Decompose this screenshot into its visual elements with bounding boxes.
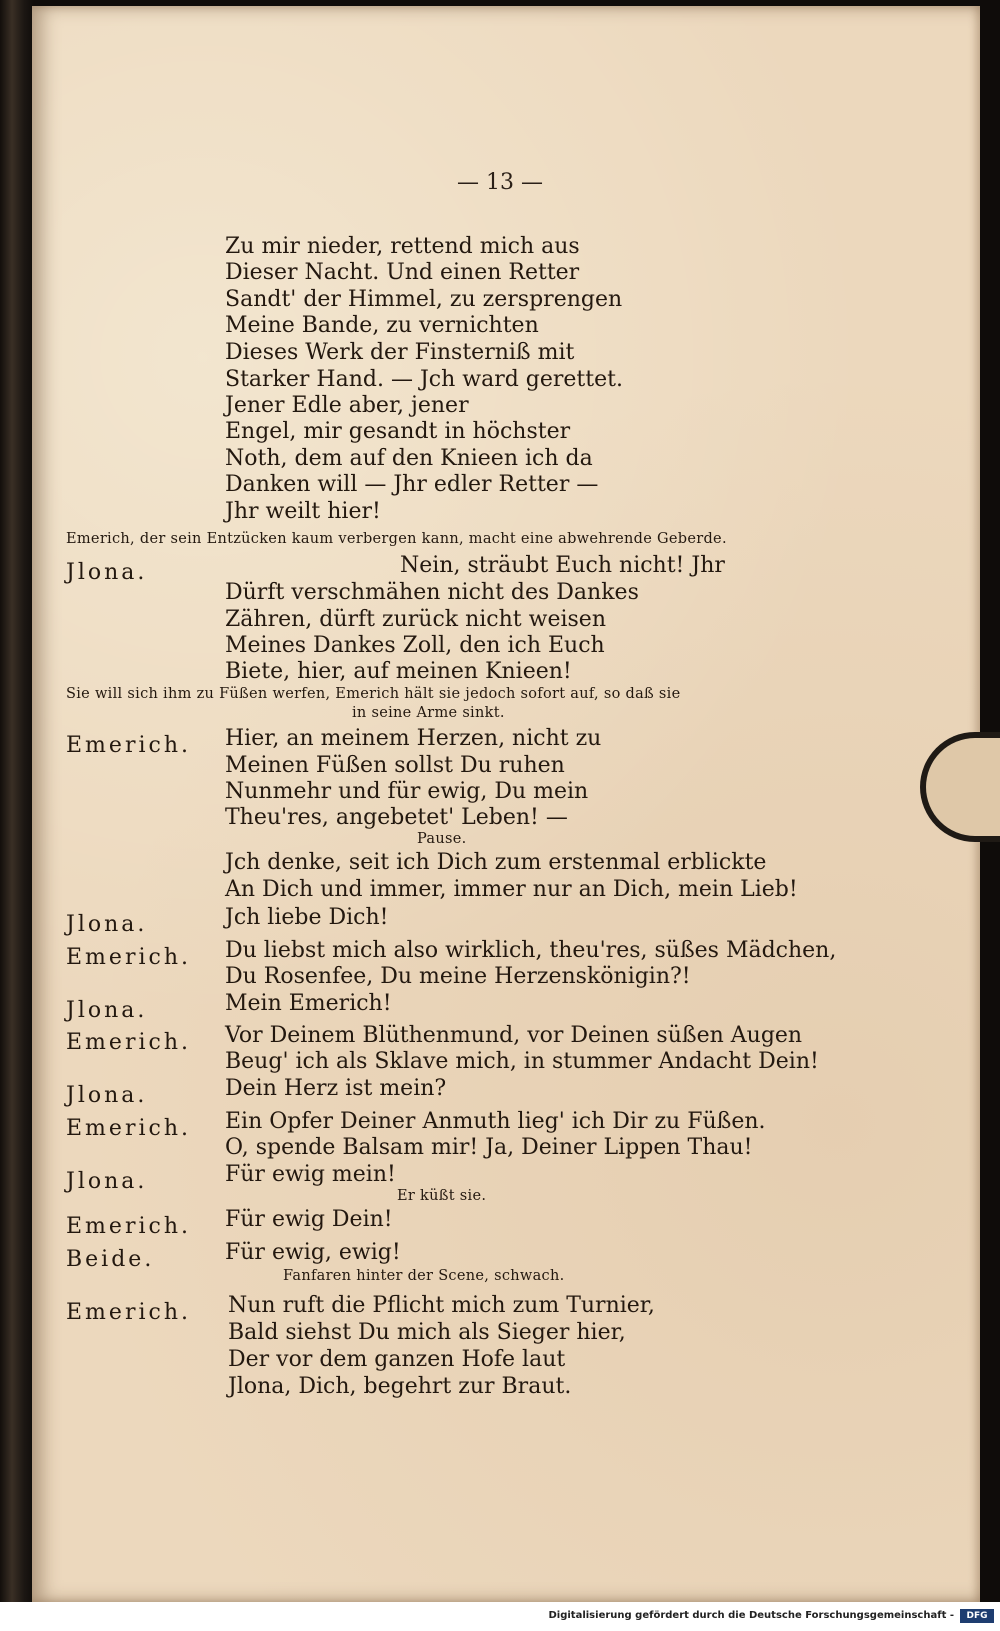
- verse-line: Für ewig Dein!: [225, 1207, 393, 1232]
- verse-line: Sandt' der Himmel, zu zersprengen: [225, 287, 623, 312]
- verse-line: Jhr weilt hier!: [225, 499, 381, 524]
- verse-line: Jch liebe Dich!: [225, 905, 389, 930]
- verse-line: Für ewig, ewig!: [225, 1240, 401, 1265]
- verse-line: Ein Opfer Deiner Anmuth lieg' ich Dir zu Füßen.: [225, 1109, 766, 1134]
- speaker-name: Jlona.: [66, 560, 148, 585]
- verse-line: Bald siehst Du mich als Sieger hier,: [228, 1320, 626, 1345]
- stage-direction: Emerich, der sein Entzücken kaum verbergen kann, macht eine abwehrende Geberde.: [66, 531, 727, 547]
- stage-direction: Er küßt sie.: [397, 1188, 487, 1204]
- stage-direction: Fanfaren hinter der Scene, schwach.: [283, 1268, 565, 1284]
- verse-line: Hier, an meinem Herzen, nicht zu: [225, 726, 602, 751]
- verse-line: Meinen Füßen sollst Du ruhen: [225, 753, 565, 778]
- verse-line: Jlona, Dich, begehrt zur Braut.: [228, 1374, 572, 1399]
- speaker-name: Jlona.: [66, 1083, 148, 1108]
- verse-line: Nein, sträubt Euch nicht! Jhr: [400, 553, 725, 578]
- verse-line: Dürft verschmähen nicht des Dankes: [225, 580, 639, 605]
- speaker-name: Jlona.: [66, 998, 148, 1023]
- speaker-name: Emerich.: [66, 945, 191, 970]
- speaker-name: Emerich.: [66, 1030, 191, 1055]
- verse-line: Nun ruft die Pflicht mich zum Turnier,: [228, 1293, 655, 1318]
- verse-line: Beug' ich als Sklave mich, in stummer Andacht Dein!: [225, 1049, 819, 1074]
- stage-direction: Pause.: [417, 831, 467, 847]
- verse-line: Vor Deinem Blüthenmund, vor Deinen süßen Augen: [225, 1023, 803, 1048]
- verse-line: Theu'res, angebetet' Leben! —: [225, 805, 568, 830]
- verse-line: Mein Emerich!: [225, 991, 392, 1016]
- verse-line: Jch denke, seit ich Dich zum erstenmal erblickte: [225, 850, 767, 875]
- funding-credit: Digitalisierung gefördert durch die Deutsche Forschungsgemeinschaft -: [548, 1610, 954, 1621]
- footer-bar: [0, 1602, 1000, 1631]
- verse-line: Meines Dankes Zoll, den ich Euch: [225, 633, 605, 658]
- verse-line: Meine Bande, zu vernichten: [225, 313, 539, 338]
- verse-line: O, spende Balsam mir! Ja, Deiner Lippen Thau!: [225, 1135, 753, 1160]
- stage-direction: Sie will sich ihm zu Füßen werfen, Emerich hält sie jedoch sofort auf, so daß sie: [66, 686, 681, 702]
- verse-line: Der vor dem ganzen Hofe laut: [228, 1347, 566, 1372]
- page-number: — 13 —: [457, 170, 543, 195]
- verse-line: Du Rosenfee, Du meine Herzenskönigin?!: [225, 964, 691, 989]
- verse-line: Dein Herz ist mein?: [225, 1076, 447, 1101]
- verse-line: Du liebst mich also wirklich, theu'res, süßes Mädchen,: [225, 938, 837, 963]
- verse-line: Engel, mir gesandt in höchster: [225, 419, 571, 444]
- verse-line: Zähren, dürft zurück nicht weisen: [225, 607, 606, 632]
- speaker-name: Emerich.: [66, 1214, 191, 1239]
- speaker-name: Beide.: [66, 1247, 155, 1272]
- verse-line: Starker Hand. — Jch ward gerettet.: [225, 367, 623, 392]
- verse-line: An Dich und immer, immer nur an Dich, mein Lieb!: [225, 877, 798, 902]
- speaker-name: Jlona.: [66, 1169, 148, 1194]
- verse-line: Dieses Werk der Finsterniß mit: [225, 340, 575, 365]
- verse-line: Biete, hier, auf meinen Knieen!: [225, 659, 572, 684]
- verse-line: Jener Edle aber, jener: [225, 393, 469, 418]
- speaker-name: Emerich.: [66, 1116, 191, 1141]
- speaker-name: Emerich.: [66, 733, 191, 758]
- verse-line: Dieser Nacht. Und einen Retter: [225, 260, 580, 285]
- verse-line: Nunmehr und für ewig, Du mein: [225, 779, 589, 804]
- verse-line: Für ewig mein!: [225, 1162, 396, 1187]
- verse-line: Danken will — Jhr edler Retter —: [225, 472, 599, 497]
- verse-line: Zu mir nieder, rettend mich aus: [225, 234, 580, 259]
- dfg-logo: DFG: [960, 1609, 994, 1623]
- speaker-name: Emerich.: [66, 1300, 191, 1325]
- stage-direction: in seine Arme sinkt.: [352, 705, 505, 721]
- verse-line: Noth, dem auf den Knieen ich da: [225, 446, 593, 471]
- speaker-name: Jlona.: [66, 912, 148, 937]
